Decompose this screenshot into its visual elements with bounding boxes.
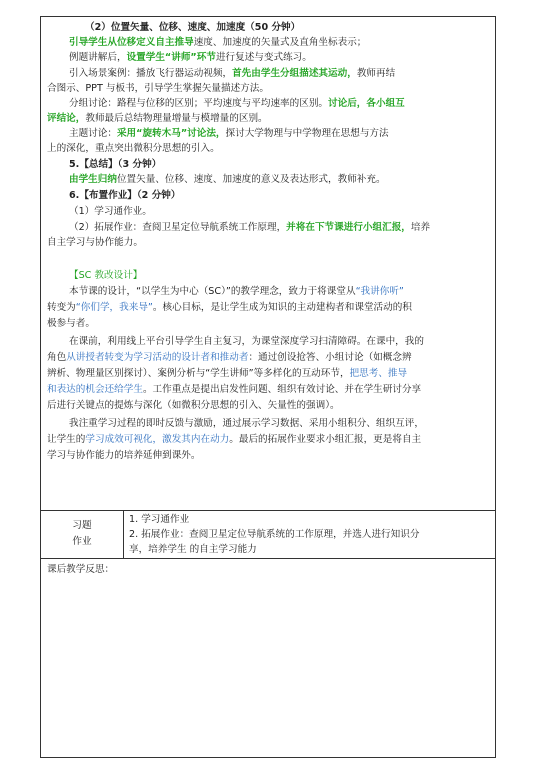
sc-p2-d: ：通过创设抢答、小组讨论（如概念辨: [248, 352, 412, 363]
divider-homework-vertical: [123, 510, 124, 558]
divider-homework-bottom: [41, 558, 495, 559]
homework-cell-item-2-b: 享，培养学生 的自主学习能力: [129, 544, 257, 555]
homework-cell-item-2-cont: [129, 543, 489, 557]
highlight-derivation: 引导学生从位移定义自主推导: [69, 37, 194, 48]
sc-p1-f: 极参与者。: [47, 318, 95, 329]
sc-p2-e: 辨析、物理量区别探讨）、案例分析与“学生讲师”等多样化的互动环节，: [47, 368, 350, 379]
sc-p3-visualize: 学习成效可视化，激发其内在动力: [85, 434, 230, 445]
reflection-label-text: 课后教学反思：: [47, 564, 115, 575]
homework-cell-item-1: [129, 513, 489, 527]
text-scene-a: 引入场景案例：播放飞行器运动视频，: [69, 68, 233, 79]
paragraph-example: [69, 51, 489, 65]
highlight-group-describe: 首先由学生分组描述其运动，: [232, 68, 357, 79]
reflection-label: [47, 563, 489, 577]
homework-label-2: [47, 535, 117, 549]
sc-p2-role-change: 从讲授者转变为学习活动的设计者和推动者: [66, 352, 249, 363]
sc-p3-b: 让学生的: [47, 434, 86, 445]
paragraph-group-discussion-cont: [47, 112, 489, 126]
sc-p1-quote-2: “你们学，我来导”: [75, 302, 153, 313]
paragraph-summary: [69, 173, 489, 187]
homework-cell-item-2: [129, 528, 489, 542]
sc-paragraph-2-line4: [47, 383, 489, 397]
divider-homework-top: [41, 510, 495, 511]
sc-paragraph-3-line2: [47, 433, 489, 447]
paragraph-group-discussion: [69, 97, 489, 111]
homework-item-1: [69, 205, 489, 219]
homework-item-2-cont: [47, 236, 489, 250]
homework-cell-item-1-text: 1. 学习通作业: [129, 514, 190, 525]
sc-p1-c: 转变为: [47, 302, 76, 313]
section2-title-text: （2）位置矢量、位移、速度、加速度（50 分钟）: [85, 22, 301, 33]
sc-p2-give-back-1: 把思考、推导: [349, 368, 408, 379]
highlight-group-report: 并将在下节课进行小组汇报，: [286, 222, 411, 233]
text-example-a: 例题讲解后，: [69, 52, 127, 63]
highlight-peer-review-cont: 评结论，: [47, 113, 86, 124]
text-topic-d: 上的深化，重点突出微积分思想的引入。: [47, 143, 220, 154]
sc-design-heading: [69, 269, 489, 283]
homework-label-1: [47, 519, 117, 533]
paragraph-scene-cont: [47, 82, 489, 96]
text-discussion-a: 分组讨论：路程与位移的区别；平均速度与平均速率的区别。: [69, 98, 329, 109]
sc-heading-text: 【SC 教改设计】: [69, 270, 143, 281]
section-title-kinematics: [85, 21, 489, 35]
paragraph-topic-discussion-cont: [47, 142, 489, 156]
paragraph-topic-discussion: [69, 127, 489, 141]
sc-paragraph-1: [69, 285, 489, 299]
homework-item-2-a: （2）拓展作业：查阅卫星定位导航系统工作原理，: [69, 222, 287, 233]
lesson-plan-table: [40, 16, 496, 758]
sc-paragraph-3: [69, 417, 489, 431]
sc-p3-d: 。最后的拓展作业要求小组汇报，更是将自主: [229, 434, 422, 445]
sc-p3-a: 我注重学习过程的即时反馈与激励，通过展示学习数据、采用小组积分、组织互评，: [69, 418, 424, 429]
highlight-lecturer: 设置学生“讲师”环节: [126, 52, 216, 63]
homework-cell-item-2-a: 2. 拓展作业：查阅卫星定位导航系统的工作原理，并选人进行知识分: [129, 529, 420, 540]
sc-p1-a: 本节课的设计，“以学生为中心（SC）”的教学理念，致力于将课堂从: [69, 286, 356, 297]
sc-p1-quote-1: “我讲你听”: [355, 286, 404, 297]
reflection-area[interactable]: [47, 579, 489, 751]
sc-paragraph-2-line5: [47, 399, 489, 413]
sc-paragraph-3-line3: [47, 449, 489, 463]
text-scene-d: 合图示、PPT 与板书，引导学生掌握矢量描述方法。: [47, 83, 269, 94]
highlight-student-summary: 由学生归纳: [69, 174, 117, 185]
text-example-c: 进行复述与变式练习。: [215, 52, 312, 63]
sc-p1-e: 。核心目标，是让学生成为知识的主动建构者和课堂活动的积: [152, 302, 412, 313]
sc-p2-a: 在课前，利用线上平台引导学生自主复习，为课堂深度学习扫清障碍。在课中，我的: [69, 336, 424, 347]
sc-paragraph-1-line2: [47, 301, 489, 315]
sc-p2-i: 后进行关键点的提炼与深化（如微积分思想的引入、矢量性的强调）。: [47, 400, 340, 411]
text-topic-c: 探讨大学物理与中学物理在思想与方法: [225, 128, 389, 139]
sc-p2-give-back-2: 和表达的机会还给学生: [47, 384, 143, 395]
sc-paragraph-2-line2: [47, 351, 489, 365]
text-summary-b: 位置矢量、位移、速度、加速度的意义及表达形式，教师补充。: [116, 174, 386, 185]
paragraph-derivation: [69, 36, 489, 50]
section-title-homework: [69, 189, 489, 203]
sc-p2-h: 。工作重点是提出启发性问题、组织有效讨论、并在学生研讨分享: [142, 384, 422, 395]
sc-paragraph-2: [69, 335, 489, 349]
text-discussion-d: 教师最后总结物理量增量与模增量的区别。: [85, 113, 268, 124]
text-derivation-rest: 速度、加速度的矢量式及直角坐标表示；: [193, 37, 367, 48]
section6-title-text: 6.【布置作业】（2 分钟）: [69, 190, 181, 201]
homework-label-1-text: 习题: [72, 520, 92, 531]
homework-label-2-text: 作业: [72, 536, 92, 547]
section-title-summary: [69, 158, 489, 172]
homework-item-2-d: 自主学习与协作能力。: [47, 237, 143, 248]
highlight-carousel: 采用“旋转木马”讨论法，: [116, 128, 226, 139]
homework-item-2: [69, 221, 489, 235]
sc-paragraph-1-line3: [47, 317, 489, 331]
sc-paragraph-2-line3: [47, 367, 489, 381]
text-scene-c: 教师再结: [356, 68, 396, 79]
paragraph-scene: [69, 67, 489, 81]
text-topic-a: 主题讨论：: [69, 128, 117, 139]
homework-item-1-text: （1）学习通作业。: [69, 206, 152, 217]
sc-p3-e: 学习与协作能力的培养延伸到课外。: [47, 450, 201, 461]
highlight-peer-review: 讨论后，各小组互: [328, 98, 405, 109]
section5-title-text: 5.【总结】（3 分钟）: [69, 159, 162, 170]
sc-p2-b: 角色: [47, 352, 67, 363]
homework-item-2-c: 培养: [410, 222, 431, 233]
